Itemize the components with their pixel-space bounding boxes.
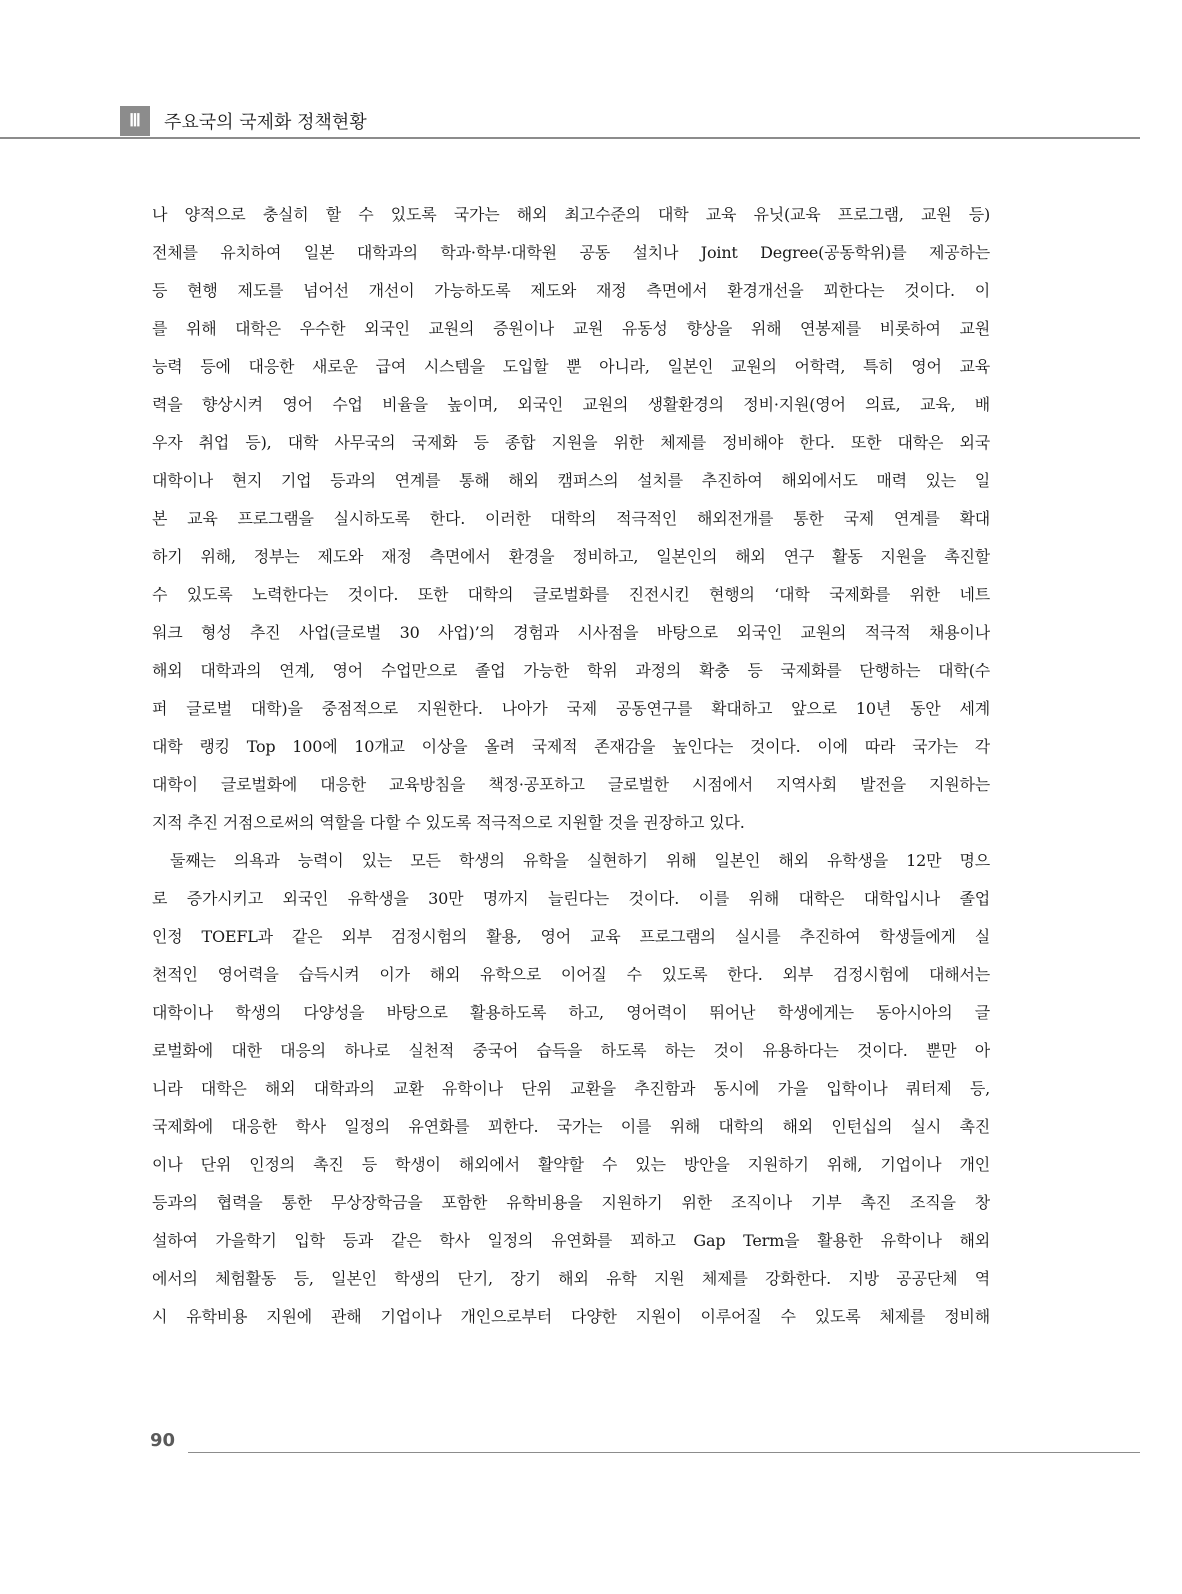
text-line: 대학 랭킹 Top 100에 10개교 이상을 올려 국제적 존재감을 높인다는 것이다. 이에 따라 국가는 각 [152,737,990,756]
text-line: 로벌화에 대한 대응의 하나로 실천적 중국어 습득을 하도록 하는 것이 유용하다는 것이다. 뿐만 아 [152,1041,990,1060]
text-line: 로 증가시키고 외국인 유학생을 30만 명까지 늘린다는 것이다. 이를 위해 대학은 대학입시나 졸업 [152,889,990,908]
header-divider [0,137,1140,139]
text-line: 인정 TOEFL과 같은 외부 검정시험의 활용, 영어 교육 프로그램의 실시를 추진하여 학생들에게 실 [152,927,990,946]
body-text [152,196,990,1336]
text-line: 대학이 글로벌화에 대응한 교육방침을 책정·공포하고 글로벌한 시점에서 지역사회 발전을 지원하는 [152,775,990,794]
paragraph-2 [152,842,990,1336]
text-line: 시 유학비용 지원에 관해 기업이나 개인으로부터 다양한 지원이 이루어질 수 있도록 체제를 정비해 [152,1307,990,1326]
text-line: 를 위해 대학은 우수한 외국인 교원의 증원이나 교원 유동성 향상을 위해 연봉제를 비롯하여 교원 [152,319,990,338]
text-line: 대학이나 현지 기업 등과의 연계를 통해 해외 캠퍼스의 설치를 추진하여 해외에서도 매력 있는 일 [152,471,990,490]
text-line: 지적 추진 거점으로써의 역할을 다할 수 있도록 적극적으로 지원할 것을 권장하고 있다. [152,813,745,832]
text-line: 나 양적으로 충실히 할 수 있도록 국가는 해외 최고수준의 대학 교육 유닛(교육 프로그램, 교원 등) [152,205,990,224]
running-header [0,100,1182,140]
text-line: 등 현행 제도를 넘어선 개선이 가능하도록 제도와 재정 측면에서 환경개선을 꾀한다는 것이다. 이 [152,281,990,300]
footer-divider [188,1452,1140,1453]
text-line: 워크 형성 추진 사업(글로벌 30 사업)’의 경험과 시사점을 바탕으로 외국인 교원의 적극적 채용이나 [152,623,990,642]
text-line: 둘째는 의욕과 능력이 있는 모든 학생의 유학을 실현하기 위해 일본인 해외 유학생을 12만 명으 [170,851,990,870]
text-line: 이나 단위 인정의 촉진 등 학생이 해외에서 활약할 수 있는 방안을 지원하기 위해, 기업이나 개인 [152,1155,990,1174]
text-line: 대학이나 학생의 다양성을 바탕으로 활용하도록 하고, 영어력이 뛰어난 학생에게는 동아시아의 글 [152,1003,990,1022]
chapter-title: 주요국의 국제화 정책현황 [164,112,367,133]
text-line: 등과의 협력을 통한 무상장학금을 포함한 유학비용을 지원하기 위한 조직이나 기부 촉진 조직을 창 [152,1193,990,1212]
page-footer [0,1430,1182,1460]
text-line: 우자 취업 등), 대학 사무국의 국제화 등 종합 지원을 위한 체제를 정비해야 한다. 또한 대학은 외국 [152,433,990,452]
text-line: 퍼 글로벌 대학)을 중점적으로 지원한다. 나아가 국제 공동연구를 확대하고 앞으로 10년 동안 세계 [152,699,990,718]
text-line: 에서의 체험활동 등, 일본인 학생의 단기, 장기 해외 유학 지원 체제를 강화한다. 지방 공공단체 역 [152,1269,990,1288]
chapter-number-badge: Ⅲ [120,106,150,136]
text-line: 수 있도록 노력한다는 것이다. 또한 대학의 글로벌화를 진전시킨 현행의 ‘대학 국제화를 위한 네트 [152,585,990,604]
text-line: 하기 위해, 정부는 제도와 재정 측면에서 환경을 정비하고, 일본인의 해외 연구 활동 지원을 촉진할 [152,547,990,566]
text-line: 설하여 가을학기 입학 등과 같은 학사 일정의 유연화를 꾀하고 Gap Term을 활용한 유학이나 해외 [152,1231,990,1250]
text-line: 본 교육 프로그램을 실시하도록 한다. 이러한 대학의 적극적인 해외전개를 통한 국제 연계를 확대 [152,509,990,528]
text-line: 전체를 유치하여 일본 대학과의 학과·학부·대학원 공동 설치나 Joint Degree(공동학위)를 제공하는 [152,243,990,262]
text-line: 니라 대학은 해외 대학과의 교환 유학이나 단위 교환을 추진함과 동시에 가을 입학이나 쿼터제 등, [152,1079,990,1098]
page-number: 90 [150,1430,176,1451]
paragraph-1 [152,196,990,842]
text-line: 천적인 영어력을 습득시켜 이가 해외 유학으로 이어질 수 있도록 한다. 외부 검정시험에 대해서는 [152,965,990,984]
text-line: 능력 등에 대응한 새로운 급여 시스템을 도입할 뿐 아니라, 일본인 교원의 어학력, 특히 영어 교육 [152,357,990,376]
text-line: 해외 대학과의 연계, 영어 수업만으로 졸업 가능한 학위 과정의 확충 등 국제화를 단행하는 대학(수 [152,661,990,680]
text-line: 력을 향상시켜 영어 수업 비율을 높이며, 외국인 교원의 생활환경의 정비·지원(영어 의료, 교육, 배 [152,395,990,414]
text-line: 국제화에 대응한 학사 일정의 유연화를 꾀한다. 국가는 이를 위해 대학의 해외 인턴십의 실시 촉진 [152,1117,990,1136]
